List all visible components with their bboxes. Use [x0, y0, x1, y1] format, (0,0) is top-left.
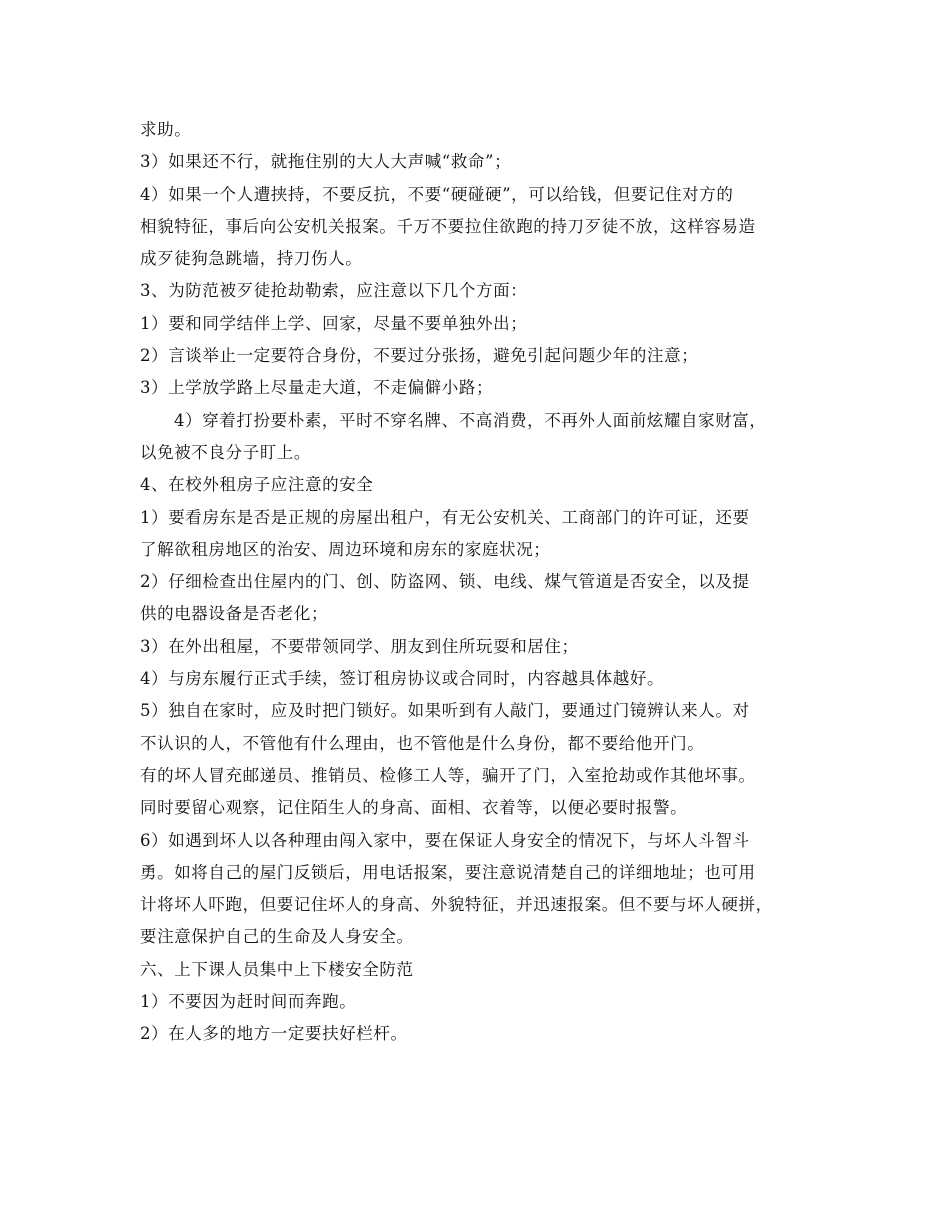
section-heading: 4、在校外租房子应注意的安全 [140, 475, 374, 495]
text-line: 5）独自在家时，应及时把门锁好。如果听到有人敲门，要通过门镜辨认来人。对 [140, 701, 750, 721]
text-line: 不认识的人，不管他有什么理由，也不管他是什么身份，都不要给他开门。 [140, 733, 705, 753]
text-line: 4）如果一个人遭挟持，不要反抗，不要“硬碰硬”，可以给钱，但要记住对方的 [140, 184, 734, 204]
text-line: 要注意保护自己的生命及人身安全。 [140, 927, 414, 947]
text-line: 1）不要因为赶时间而奔跑。 [140, 992, 357, 1012]
text-line: 2）言谈举止一定要符合身份，不要过分张扬，避免引起问题少年的注意； [140, 346, 699, 366]
text-line: 6）如遇到坏人以各种理由闯入家中，要在保证人身安全的情况下，与坏人斗智斗 [140, 830, 750, 850]
text-line: 相貌特征，事后向公安机关报案。千万不要拉住欲跑的持刀歹徒不放，这样容易造 [140, 216, 756, 236]
text-line: 1）要看房东是否是正规的房屋出租户，有无公安机关、工商部门的许可证，还要 [140, 507, 750, 527]
text-line: 求助。 [140, 120, 192, 139]
text-line: 有的坏人冒充邮递员、推销员、检修工人等，骗开了门，入室抢劫或作其他坏事。 [140, 765, 756, 785]
document-body [140, 114, 830, 1051]
text-line: 了解欲租房地区的治安、周边环境和房东的家庭状况； [140, 539, 551, 559]
text-line: 同时要留心观察，记住陌生人的身高、面相、衣着等，以便必要时报警。 [140, 798, 688, 818]
text-line: 3）上学放学路上尽量走大道，不走偏僻小路； [140, 378, 494, 398]
text-line: 3）在外出租屋，不要带领同学、朋友到住所玩耍和居住； [140, 636, 579, 656]
text-line: 以免被不良分子盯上。 [140, 442, 311, 462]
text-line: 成歹徒狗急跳墙，持刀伤人。 [140, 249, 363, 269]
text-line: 勇。如将自己的屋门反锁后，用电话报案，要注意说清楚自己的详细地址；也可用 [140, 862, 756, 882]
text-line: 4）穿着打扮要朴素，平时不穿名牌、不高消费，不再外人面前炫耀自家财富， [174, 410, 767, 430]
text-line: 供的电器设备是否老化； [140, 604, 329, 624]
text-line: 2）仔细检查出住屋内的门、创、防盗网、锁、电线、煤气管道是否安全，以及提 [140, 572, 750, 592]
text-line: 4）与房东履行正式手续，签订租房协议或合同时，内容越具体越好。 [140, 669, 665, 689]
section-heading: 3、为防范被歹徒抢劫勒索，应注意以下几个方面： [140, 281, 528, 301]
section-heading: 六、上下课人员集中上下楼安全防范 [140, 959, 414, 979]
text-line: 1）要和同学结伴上学、回家，尽量不要单独外出； [140, 313, 528, 333]
text-line: 计将坏人吓跑，但要记住坏人的身高、外貌特征，并迅速报案。但不要与坏人硬拼， [140, 895, 773, 915]
text-line: 2）在人多的地方一定要扶好栏杆。 [140, 1024, 408, 1044]
text-line: 3）如果还不行，就拖住别的大人大声喊“救命”； [140, 152, 512, 172]
